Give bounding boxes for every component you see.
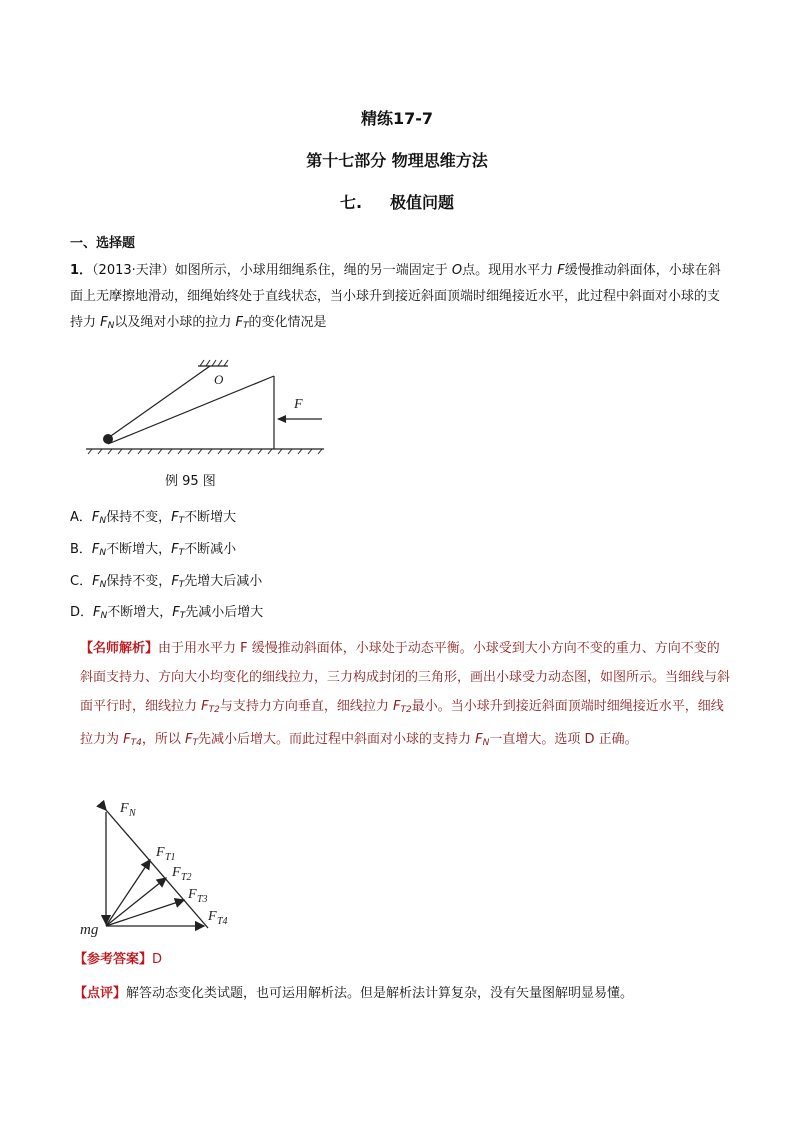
opt-b-p2: 不断减小 [184, 542, 237, 557]
label-f: F [294, 397, 303, 412]
reference-answer [74, 948, 162, 967]
question-text [70, 258, 725, 339]
label-ft3-sub: T3 [197, 894, 208, 905]
label-fn-sub: N [129, 808, 136, 819]
q-line1: 如图所示，小球用细绳系住，绳的另一端固定于 [174, 263, 452, 278]
question-source: （2013·天津） [92, 263, 175, 278]
comment [74, 982, 633, 1001]
option-b[interactable]: B．$F_N$不断增大，$F_T$不断减小 [70, 542, 237, 558]
label-ft2: F [172, 865, 181, 880]
label-fn: F [120, 801, 129, 816]
label-ft1: F [156, 845, 165, 860]
analysis-ft2-a: T2 [208, 705, 220, 715]
opt-c-letter: C． [70, 574, 93, 589]
opt-a-letter: A． [70, 510, 92, 525]
opt-c-p2: 先增大后减小 [184, 574, 263, 589]
analysis-ft4: T4 [130, 738, 142, 748]
figure-caption: 例 95 图 [165, 474, 216, 489]
analysis-t5: 先减小后增大。而此过程中斜面对小球的支持力 [197, 732, 476, 747]
label-ft4: F [208, 909, 217, 924]
analysis-t3: 最小。当小球升到接近斜面顶端时细绳接近水平，细线拉力为 [80, 699, 724, 747]
vector-diagram [76, 796, 246, 946]
opt-d-p2: 先减小后增大 [185, 605, 264, 620]
answer-value: D [152, 952, 163, 967]
option-d[interactable]: D．$F_N$不断增大，$F_T$先减小后增大 [70, 605, 264, 621]
analysis-text: 【名师解析】由于用水平力 F 缓慢推动斜面体，小球处于动态平衡。小球受到大小方向不变的重力、方向不变的斜面支持力、方向大小均变化的细线拉力，三力构成封闭的三角形，画出小球受力动态图，如图所示。当细线与斜面平行时，细线拉力 $F_{T2}$与支持力方向垂直，细线拉力 $F_{T2}$最小。当小球升到接近斜面顶端时细绳接近水平，细线拉力为 $F_{T4}$，所以 $F_T$先减小后增大。而此过程中斜面对小球的支持力 $F_N$一直增大。选项 D 正确。 [80, 641, 731, 748]
q-fn-sub: N [107, 321, 115, 331]
analysis-t2: 与支持力方向垂直，细线拉力 [219, 699, 393, 714]
label-o: O [214, 372, 224, 387]
q-point-o: O [451, 263, 463, 278]
chapter-title [0, 190, 794, 213]
analysis-ft: T [192, 738, 198, 748]
opt-a-p2: 不断增大 [184, 510, 237, 525]
incline-figure [80, 356, 340, 460]
section-heading: 一、选择题 [70, 236, 136, 251]
label-ft1-sub: T1 [165, 852, 176, 863]
opt-b-letter: B． [70, 542, 92, 557]
label-mg: mg [80, 922, 99, 938]
opt-a-p1: 保持不变， [106, 510, 172, 525]
q-ft-sub: T [242, 321, 249, 331]
analysis-tag: 【名师解析】 [80, 641, 159, 656]
q-mid: 以及绳对小球的拉力 [114, 315, 236, 330]
analysis-t4: ，所以 [141, 732, 185, 747]
question-number: 1． [70, 263, 93, 278]
q-line1b: 点。现用水平力 [462, 263, 558, 278]
option-c[interactable]: C．$F_N$保持不变，$F_T$先增大后减小 [70, 574, 263, 590]
opt-c-p1: 保持不变， [106, 574, 172, 589]
q-end: 的变化情况是 [248, 315, 327, 330]
analysis-t6: 一直增大。选项 D 正确。 [489, 732, 638, 747]
opt-b-p1: 不断增大， [106, 542, 172, 557]
q-force-f: F [557, 263, 565, 278]
chapter-number: 七. [339, 193, 363, 212]
doc-title: 精练17-7 [360, 109, 434, 128]
ball [103, 434, 113, 444]
comment-text: 解答动态变化类试题，也可运用解析法。但是解析法计算复杂，没有矢量图解明显易懂。 [126, 986, 634, 1001]
comment-tag: 【点评】 [74, 986, 127, 1001]
q-ft: F [235, 315, 243, 330]
option-a[interactable]: A．$F_N$保持不变，$F_T$不断增大 [70, 510, 237, 526]
answer-tag: 【参考答案】 [74, 952, 153, 967]
analysis-ft2-b: T2 [400, 705, 412, 715]
analysis-fn: N [482, 738, 490, 748]
chapter-name: 极值问题 [390, 193, 455, 212]
q-fn: F [100, 315, 108, 330]
label-ft3: F [188, 887, 197, 902]
opt-d-p1: 不断增大， [107, 605, 173, 620]
opt-d-letter: D． [70, 605, 94, 620]
label-ft4-sub: T4 [217, 916, 228, 927]
analysis-t1: 由于用水平力 F 缓慢推动斜面体，小球处于动态平衡。小球受到大小方向不变的重力、方向不变的斜面支持力、方向大小均变化的细线拉力，三力构成封闭的三角形，画出小球受力动态图，如图所示。当细线与斜面平行时，细线拉力 [80, 641, 731, 714]
q-line1c: 缓慢推动斜面体，小球在斜面上无摩擦地滑动，细绳始终处于直线状态，当小球升到接近斜面顶端时细绳接近水平，此过程中斜面对小球的支持力 [70, 263, 721, 330]
part-title: 第十七部分 物理思维方法 [306, 151, 488, 170]
label-ft2-sub: T2 [181, 872, 192, 883]
